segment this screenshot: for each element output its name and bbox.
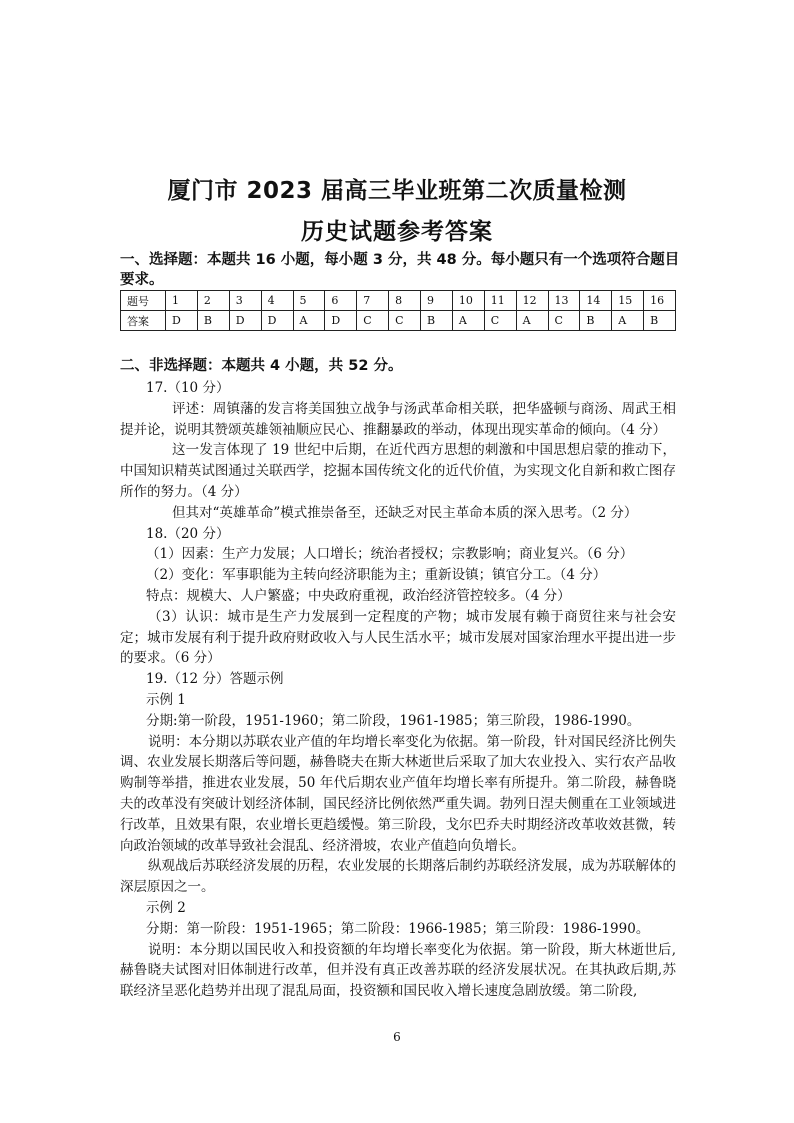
answer-cell: A [612,311,644,331]
answer-cell: B [644,311,676,331]
question-18-heading: 18.（20 分） [146,525,230,542]
q17-limitation: 但其对“英雄革命”模式推崇备至，还缺乏对民主革命本质的深入思考。（2 分） [172,504,638,521]
answer-cell: A [293,311,325,331]
example-1-periods: 分期:第一阶段，1951-1960；第二阶段，1961-1985；第三阶段，1986-1990。 [146,712,641,729]
q18-part3: （3）认识：城市是生产力发展到一定程度的产物；城市发展有赖于商贸往来与社会安定；城市发展有利于提升政府财政收入与人民生活水平；城市发展对国家治理水平提出进一步的要求。（6 分） [120,608,676,667]
answer-table [120,290,676,331]
q17-commentary: 评述：周镇藩的发言将美国独立战争与汤武革命相关联，把华盛顿与商汤、周武王相提并论，说明其赞颂英雄领袖顺应民心、推翻暴政的举动，体现出现实革命的倾向。（4 分） [120,400,676,438]
answer-cell: D [325,311,357,331]
answer-cell: C [389,311,421,331]
q18-part2-changes: （2）变化：军事职能为主转向经济职能为主；重新设镇；镇官分工。（4 分） [146,567,607,584]
number-cell: 9 [421,291,453,311]
number-cell: 15 [612,291,644,311]
document-subtitle: 历史试题参考答案 [301,219,493,245]
number-cell: 1 [166,291,198,311]
example-1-label: 示例 1 [146,691,186,708]
number-cell: 4 [261,291,293,311]
number-cell: 2 [197,291,229,311]
answer-cell: B [580,311,612,331]
answer-cell: D [166,311,198,331]
answer-cell: C [548,311,580,331]
number-cell: 6 [325,291,357,311]
section2-heading: 二、非选择题：本题共 4 小题，共 52 分。 [120,358,403,374]
number-cell: 13 [548,291,580,311]
q18-part1: （1）因素：生产力发展；人口增长；统治者授权；宗教影响；商业复兴。（6 分） [146,546,634,563]
answer-cell: C [357,311,389,331]
example-1-explanation: 说明：本分期以苏联农业产值的年均增长率变化为依据。第一阶段，针对国民经济比例失调、农业发展长期落后等问题，赫鲁晓夫在斯大林逝世后采取了加大农业投入、实行农产品收购制等举措，推进农业发展，50 年代后期农业产值年均增长率有所提升。第二阶段，赫鲁晓夫的改革没有突破计划经济体制，国民经济比例依然严重失调。勃列日涅夫侧重在工业领域进行改革，且效果有限，农业增长更趋缓慢。第三阶段，戈尔巴乔夫时期经济改革收效甚微，转向政治领域的改革导致社会混乱、经济滑坡，农业产值趋向负增长。 [120,733,676,854]
answer-cell: A [516,311,548,331]
answer-table-number-row [121,291,676,311]
number-cell: 12 [516,291,548,311]
q18-part2-features: 特点：规模大、人户繁盛；中央政府重视，政治经济管控较多。（4 分） [146,587,571,604]
example-1-conclusion: 纵观战后苏联经济发展的历程，农业发展的长期落后制约苏联经济发展，成为苏联解体的深层原因之一。 [120,858,676,896]
answer-cell: C [484,311,516,331]
page-number: 6 [393,1030,401,1044]
number-cell: 7 [357,291,389,311]
answer-cell: D [261,311,293,331]
row-label-number: 题号 [121,291,166,311]
answer-table-answer-row [121,311,676,331]
row-label-answer: 答案 [121,311,166,331]
answer-cell: A [452,311,484,331]
number-cell: 14 [580,291,612,311]
section1-heading: 一、选择题：本题共 16 小题，每小题 3 分，共 48 分。每小题只有一个选项符合题目要求。 [120,252,680,288]
answer-cell: B [197,311,229,331]
example-2-periods: 分期：第一阶段：1951-1965；第二阶段：1966-1985；第三阶段：1986-1990。 [146,920,650,937]
example-2-label: 示例 2 [146,899,186,916]
number-cell: 10 [452,291,484,311]
q17-significance: 这一发言体现了 19 世纪中后期，在近代西方思想的刺激和中国思想启蒙的推动下，中国知识精英试图通过关联西学，挖掘本国传统文化的近代价值，为实现文化自新和救亡图存所作的努力。（4 分） [120,442,676,500]
question-17-heading: 17.（10 分） [146,380,230,396]
number-cell: 3 [229,291,261,311]
number-cell: 8 [389,291,421,311]
answer-cell: B [421,311,453,331]
question-19-heading: 19.（12 分）答题示例 [146,671,284,688]
answer-cell: D [229,311,261,331]
number-cell: 16 [644,291,676,311]
number-cell: 5 [293,291,325,311]
example-2-explanation: 说明：本分期以国民收入和投资额的年均增长率变化为依据。第一阶段，斯大林逝世后,赫鲁晓夫试图对旧体制进行改革，但并没有真正改善苏联的经济发展状况。在其执政后期,苏联经济呈恶化趋势并出现了混乱局面，投资额和国民收入增长速度急剧放缓。第二阶段, [120,941,676,1000]
document-title: 厦门市 2023 届高三毕业班第二次质量检测 [167,178,627,204]
number-cell: 11 [484,291,516,311]
answer-body [120,378,676,1002]
